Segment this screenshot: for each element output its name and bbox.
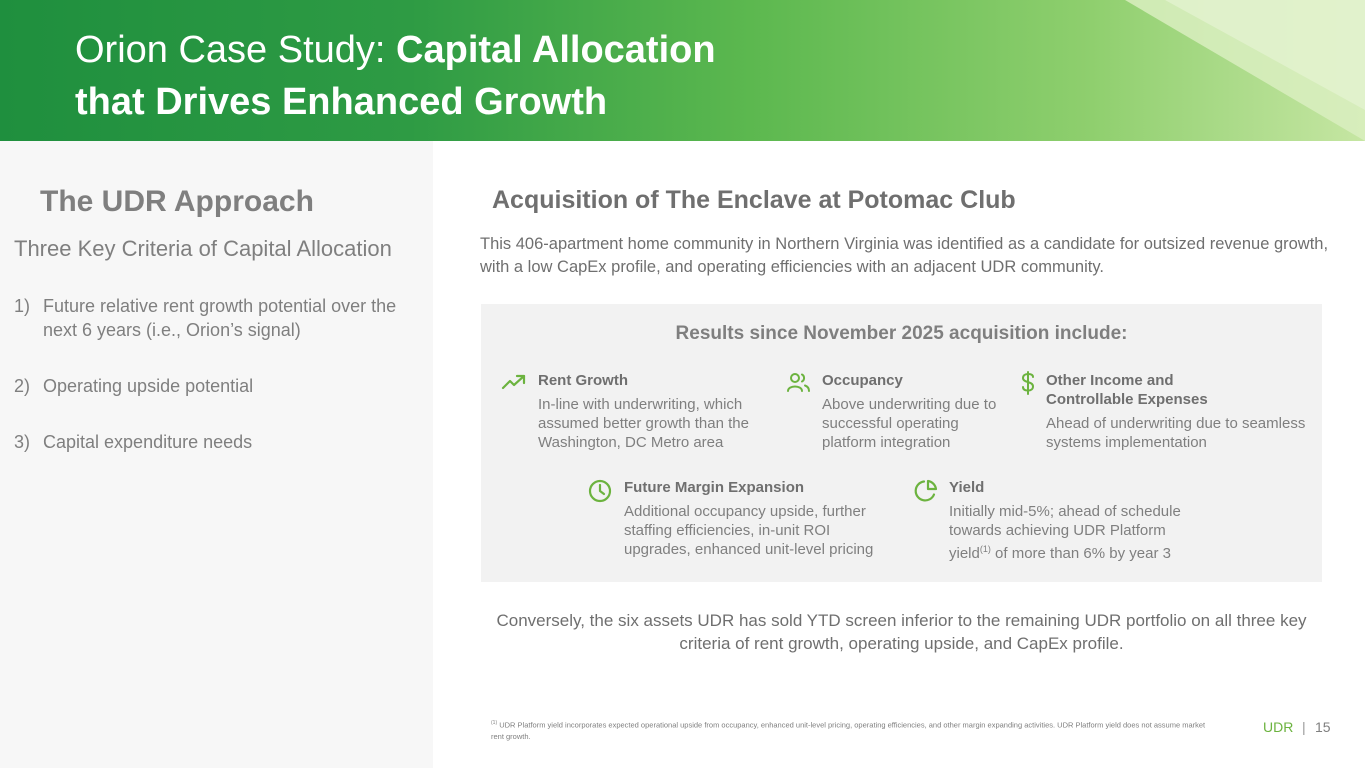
result-title: Occupancy xyxy=(822,372,903,389)
result-desc: Above underwriting due to successful operating platform integration xyxy=(822,396,997,451)
result-desc: Ahead of underwriting due to seamless systems implementation xyxy=(1046,415,1306,451)
criteria-text: Capital expenditure needs xyxy=(43,432,253,452)
left-heading: The UDR Approach xyxy=(40,185,314,218)
title-prefix: Orion Case Study: xyxy=(75,29,397,71)
result-title: Other Income and Controllable Expenses xyxy=(1046,372,1208,408)
footnote-reference: (1) xyxy=(979,544,991,554)
yield-desc-main: Initially mid-5%; ahead of schedule towards achieving UDR Platform yield xyxy=(949,503,1181,562)
page-number: 15 xyxy=(1315,719,1331,735)
left-subheading: Three Key Criteria of Capital Allocation xyxy=(14,236,392,261)
footnote xyxy=(491,718,1211,742)
acquisition-heading: Acquisition of The Enclave at Potomac Club xyxy=(492,186,1016,214)
result-future-margin xyxy=(588,478,908,562)
header-decoration xyxy=(1105,0,1365,141)
result-desc: Additional occupancy upside, further staffing efficiencies, in-unit ROI upgrades, enhanced unit-level pricing xyxy=(624,503,874,558)
page-title xyxy=(75,24,716,128)
header-banner xyxy=(0,0,1365,141)
result-occupancy xyxy=(786,371,996,451)
footer-separator: | xyxy=(1302,719,1306,735)
criteria-text: Operating upside potential xyxy=(43,376,254,396)
title-bold-line2: that Drives Enhanced Growth xyxy=(75,81,608,123)
yield-desc-end: of more than 6% by year 3 xyxy=(990,545,1171,562)
result-desc: In-line with underwriting, which assumed better growth than the Washington, DC Metro area xyxy=(538,396,749,451)
criteria-item xyxy=(14,374,424,398)
users-icon xyxy=(786,371,812,395)
clock-icon xyxy=(588,478,614,502)
result-other-income xyxy=(1018,371,1318,451)
acquisition-intro: This 406-apartment home community in Northern Virginia was identified as a candidate for outsized revenue growth, with a low CapEx profile, and operating efficiencies with an adjacent UDR community. xyxy=(480,235,1329,276)
result-title: Future Margin Expansion xyxy=(624,479,805,496)
results-title: Results since November 2025 acquisition include: xyxy=(675,323,1128,344)
criteria-number: 1) xyxy=(14,296,31,316)
trending-up-icon xyxy=(501,371,527,395)
criteria-item xyxy=(14,430,424,454)
footer-brand: UDR xyxy=(1263,719,1294,735)
result-yield xyxy=(914,478,1214,562)
footnote-text: UDR Platform yield incorporates expected operational upside from occupancy, enhanced unit-level pricing, operating efficiencies, and other margin expanding activities. UDR Platform yield does not assume market rent growth. xyxy=(491,720,1206,741)
criteria-item xyxy=(14,294,424,342)
result-desc xyxy=(949,502,1204,563)
result-title: Yield xyxy=(949,479,985,496)
criteria-text: Future relative rent growth potential over the next 6 years (i.e., Orion’s signal) xyxy=(43,296,397,340)
footnote-marker: (1) xyxy=(491,720,498,726)
criteria-list xyxy=(14,294,424,486)
results-box xyxy=(481,304,1322,582)
result-rent-growth xyxy=(501,371,761,451)
result-title: Rent Growth xyxy=(538,372,628,389)
conclusion-text: Conversely, the six assets UDR has sold YTD screen inferior to the remaining UDR portfolio on all three key criteria of rent growth, operating upside, and CapEx profile. xyxy=(496,611,1307,653)
criteria-number: 2) xyxy=(14,376,31,396)
dollar-icon xyxy=(1018,371,1044,395)
criteria-number: 3) xyxy=(14,432,31,452)
pie-chart-icon xyxy=(914,478,940,502)
title-bold-line1: Capital Allocation xyxy=(396,29,716,71)
